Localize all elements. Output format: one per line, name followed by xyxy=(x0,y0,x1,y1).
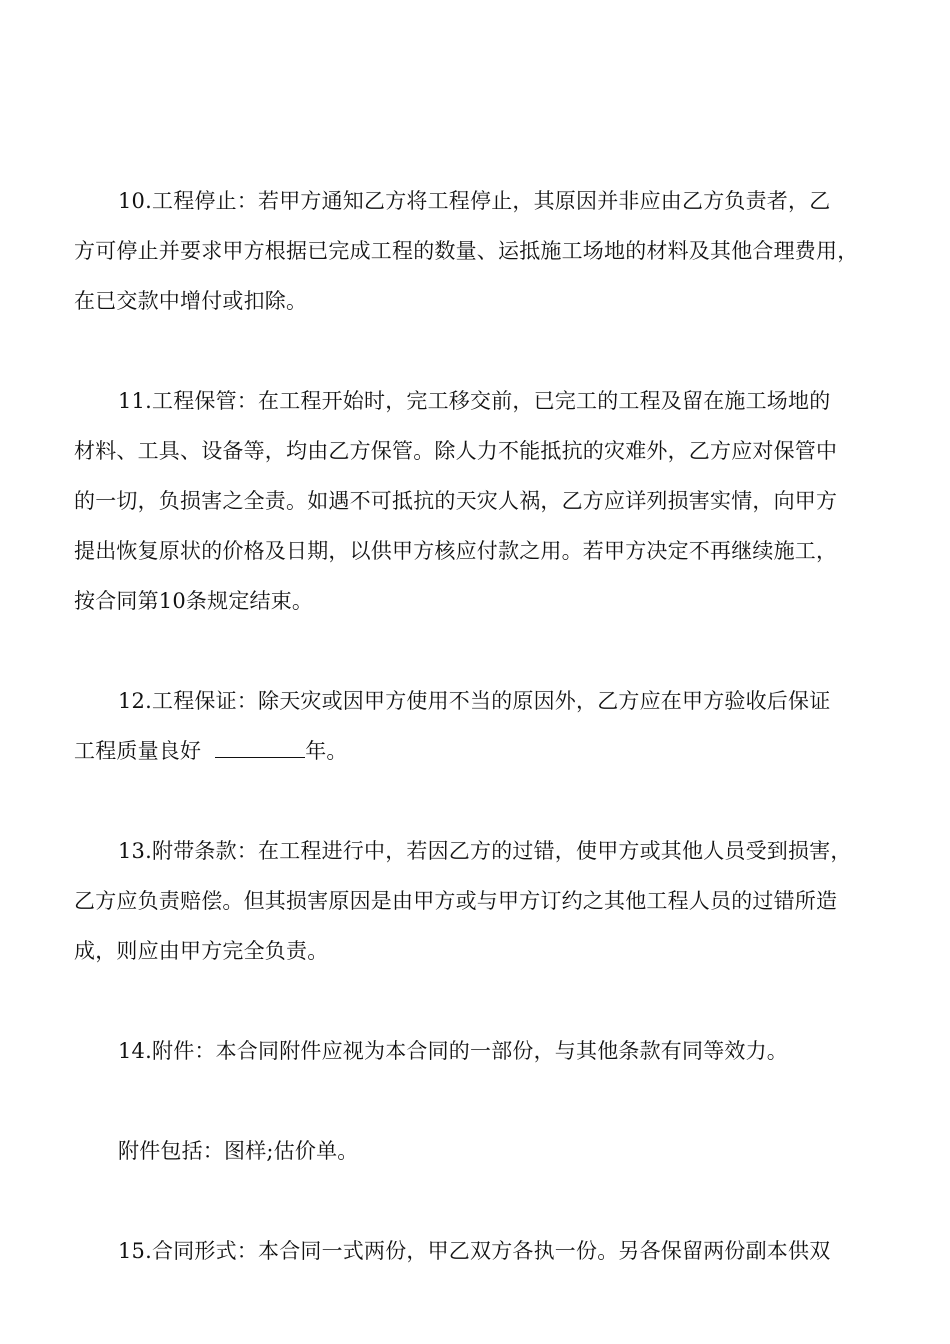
clause-10-line-2: 方可停止并要求甲方根据已完成工程的数量、运抵施工场地的材料及其他合理费用， xyxy=(74,239,859,263)
clause-11-line-2: 材料、工具、设备等，均由乙方保管。除人力不能抵抗的灾难外，乙方应对保管中 xyxy=(74,439,838,463)
clause-10-line-3: 在已交款中增付或扣除。 xyxy=(74,289,308,313)
clause-10-line-1: 10.工程停止：若甲方通知乙方将工程停止，其原因并非应由乙方负责者，乙 xyxy=(118,189,831,213)
clause-13-line-3: 成，则应由甲方完全负责。 xyxy=(74,939,329,963)
clause-11-line-4: 提出恢复原状的价格及日期，以供甲方核应付款之用。若甲方决定不再继续施工， xyxy=(74,539,838,563)
clause-11-line-3: 的一切，负损害之全责。如遇不可抵抗的天灾人祸，乙方应详列损害实情，向甲方 xyxy=(74,489,838,513)
clause-13-line-1: 13.附带条款：在工程进行中，若因乙方的过错，使甲方或其他人员受到损害， xyxy=(118,839,852,863)
attachments-line-1: 附件包括：图样;估价单。 xyxy=(118,1139,359,1163)
clause-12-line-2-suffix: 年。 xyxy=(305,739,348,763)
clause-15-line-1: 15.合同形式：本合同一式两份，甲乙双方各执一份。另各保留两份副本供双 xyxy=(118,1239,831,1263)
clause-12-line-1: 12.工程保证：除天灾或因甲方使用不当的原因外，乙方应在甲方验收后保证 xyxy=(118,689,831,713)
clause-13-line-2: 乙方应负责赔偿。但其损害原因是由甲方或与甲方订约之其他工程人员的过错所造 xyxy=(74,889,838,913)
warranty-years-blank xyxy=(215,739,305,758)
clause-14-line-1: 14.附件：本合同附件应视为本合同的一部份，与其他条款有同等效力。 xyxy=(118,1039,788,1063)
clause-11-line-5: 按合同第10条规定结束。 xyxy=(74,589,314,613)
clause-12-line-2-prefix: 工程质量良好 xyxy=(74,739,202,763)
clause-11-line-1: 11.工程保管：在工程开始时，完工移交前，已完工的工程及留在施工场地的 xyxy=(118,389,831,413)
clause-12-line-2 xyxy=(74,736,884,766)
